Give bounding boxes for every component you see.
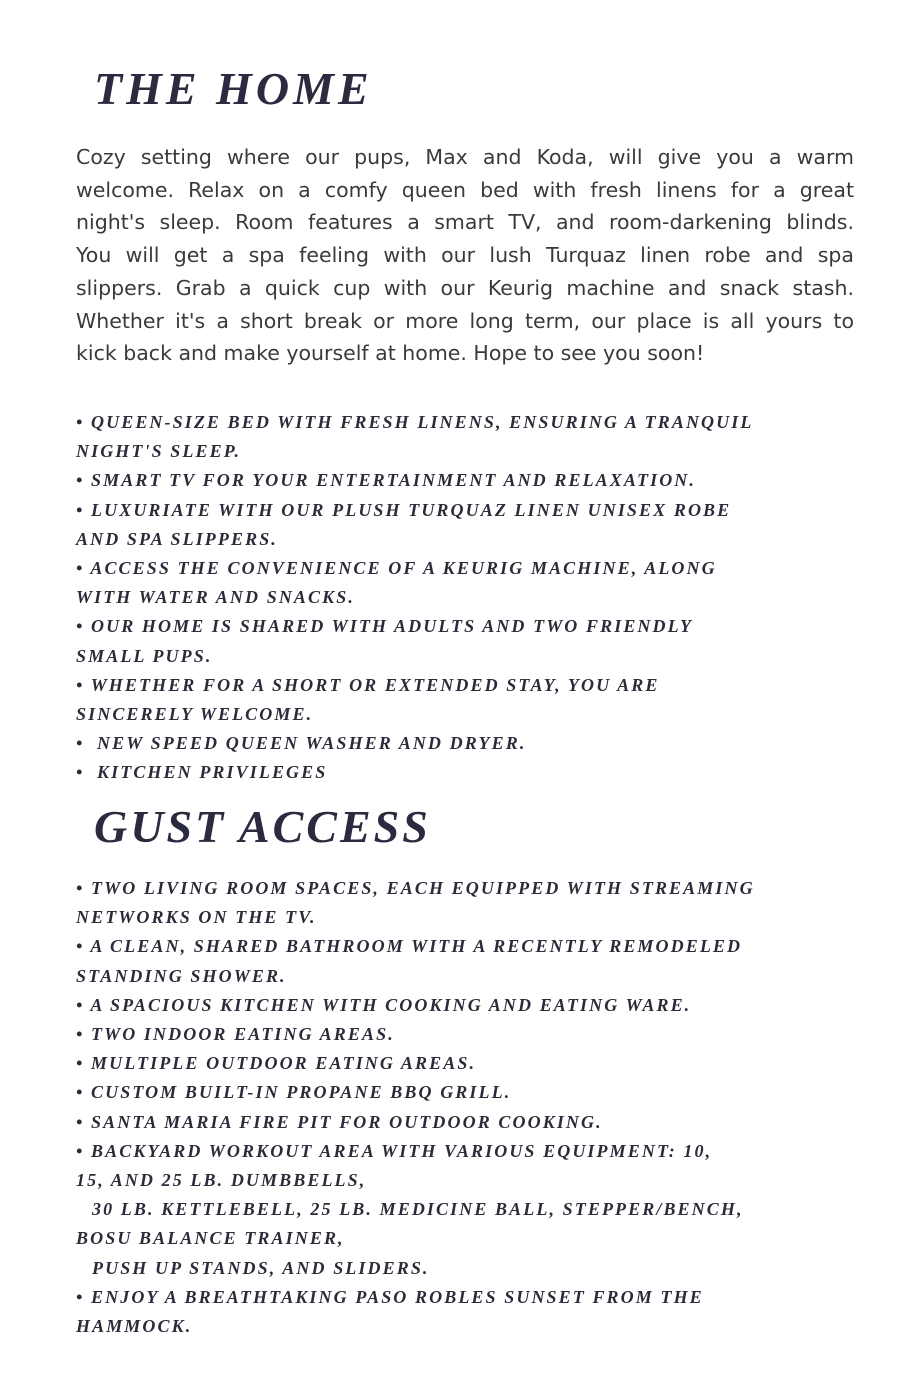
item-text: TWO INDOOR EATING AREAS. xyxy=(91,1024,395,1045)
list-item xyxy=(76,612,753,670)
home-description xyxy=(76,141,854,370)
bullet-icon: • xyxy=(76,762,85,783)
bullet-icon: • xyxy=(76,1082,85,1103)
list-item xyxy=(76,874,755,932)
list-item xyxy=(76,408,753,466)
home-amenities-list xyxy=(76,408,753,788)
list-item xyxy=(76,671,753,729)
list-item xyxy=(76,1283,755,1341)
list-item xyxy=(76,466,753,495)
list-item xyxy=(76,1078,755,1107)
list-item xyxy=(76,1137,755,1283)
bullet-icon: • xyxy=(76,412,85,432)
item-text: SANTA MARIA FIRE PIT FOR OUTDOOR COOKING. xyxy=(91,1111,603,1132)
description-line: night's sleep. Room features a smart TV, and room-darkening blinds. xyxy=(76,210,854,235)
item-text-continued: PUSH UP STANDS, AND SLIDERS. xyxy=(92,1257,430,1278)
description-line: welcome. Relax on a comfy queen bed with fresh linens for a great xyxy=(76,177,854,202)
item-text: CUSTOM BUILT-IN PROPANE BBQ GRILL. xyxy=(91,1082,512,1103)
bullet-icon: • xyxy=(76,1053,85,1074)
item-text: ENJOY A BREATHTAKING PASO ROBLES SUNSET FROM THE xyxy=(91,1286,704,1307)
item-text-continued: NETWORKS ON THE TV. xyxy=(76,907,317,928)
bullet-icon: • xyxy=(76,558,85,579)
item-text: KITCHEN PRIVILEGES xyxy=(97,762,328,783)
item-text: NEW SPEED QUEEN WASHER AND DRYER. xyxy=(97,733,527,754)
item-text-continued: HAMMOCK. xyxy=(76,1316,193,1337)
item-text: BACKYARD WORKOUT AREA WITH VARIOUS EQUIPMENT: 10, xyxy=(91,1140,713,1161)
item-text: A SPACIOUS KITCHEN WITH COOKING AND EATING WARE. xyxy=(90,994,692,1015)
bullet-icon: • xyxy=(76,936,85,957)
item-text-continued: SINCERELY WELCOME. xyxy=(76,704,314,725)
bullet-icon: • xyxy=(76,1111,85,1132)
section-title-guest-access: GUST ACCESS xyxy=(94,801,431,852)
item-text: LUXURIATE WITH OUR PLUSH TURQUAZ LINEN UNISEX ROBE xyxy=(91,499,732,520)
item-text-continued: 15, AND 25 LB. DUMBBELLS, xyxy=(76,1170,367,1191)
list-item xyxy=(76,554,753,612)
bullet-icon: • xyxy=(76,616,85,637)
bullet-icon: • xyxy=(76,878,85,898)
item-text-continued: 30 LB. KETTLEBELL, 25 LB. MEDICINE BALL, STEPPER/BENCH, xyxy=(92,1199,744,1220)
guest-access-list xyxy=(76,874,755,1341)
bullet-icon: • xyxy=(76,1024,85,1045)
item-text-continued: STANDING SHOWER. xyxy=(76,965,287,986)
item-text: OUR HOME IS SHARED WITH ADULTS AND TWO FRIENDLY xyxy=(91,616,694,637)
list-item xyxy=(76,1108,755,1137)
item-text: WHETHER FOR A SHORT OR EXTENDED STAY, YOU ARE xyxy=(90,674,660,695)
bullet-icon: • xyxy=(76,1140,85,1161)
item-text-continued: NIGHT'S SLEEP. xyxy=(76,441,242,462)
list-item xyxy=(76,932,755,990)
description-line: kick back and make yourself at home. Hope to see you soon! xyxy=(76,341,705,366)
list-item xyxy=(76,991,755,1020)
bullet-icon: • xyxy=(76,470,85,491)
list-item xyxy=(76,496,753,554)
list-item xyxy=(76,729,753,758)
description-line: slippers. Grab a quick cup with our Keurig machine and snack stash. xyxy=(76,275,854,300)
item-text-continued: AND SPA SLIPPERS. xyxy=(76,528,278,549)
item-text-continued: WITH WATER AND SNACKS. xyxy=(76,587,355,608)
list-item xyxy=(76,1049,755,1078)
bullet-icon: • xyxy=(76,674,85,695)
description-line: You will get a spa feeling with our lush Turquaz linen robe and spa xyxy=(76,243,854,268)
bullet-icon: • xyxy=(76,994,85,1015)
item-text: A CLEAN, SHARED BATHROOM WITH A RECENTLY REMODELED xyxy=(90,936,743,957)
item-text: ACCESS THE CONVENIENCE OF A KEURIG MACHINE, ALONG xyxy=(90,558,717,579)
item-text: TWO LIVING ROOM SPACES, EACH EQUIPPED WITH STREAMING xyxy=(91,878,755,898)
item-text-continued: BOSU BALANCE TRAINER, xyxy=(76,1228,345,1249)
description-line: Whether it's a short break or more long term, our place is all yours to xyxy=(76,308,854,333)
item-text: QUEEN-SIZE BED WITH FRESH LINENS, ENSURING A TRANQUIL xyxy=(91,412,754,432)
bullet-icon: • xyxy=(76,499,85,520)
item-text: SMART TV FOR YOUR ENTERTAINMENT AND RELAXATION. xyxy=(91,470,696,491)
bullet-icon: • xyxy=(76,1286,85,1307)
list-item xyxy=(76,758,753,787)
list-item xyxy=(76,1020,755,1049)
item-text-continued: SMALL PUPS. xyxy=(76,645,213,666)
section-title-the-home: THE HOME xyxy=(94,63,373,114)
item-text: MULTIPLE OUTDOOR EATING AREAS. xyxy=(91,1053,477,1074)
bullet-icon: • xyxy=(76,733,85,754)
description-line: Cozy setting where our pups, Max and Koda, will give you a warm xyxy=(76,145,854,169)
